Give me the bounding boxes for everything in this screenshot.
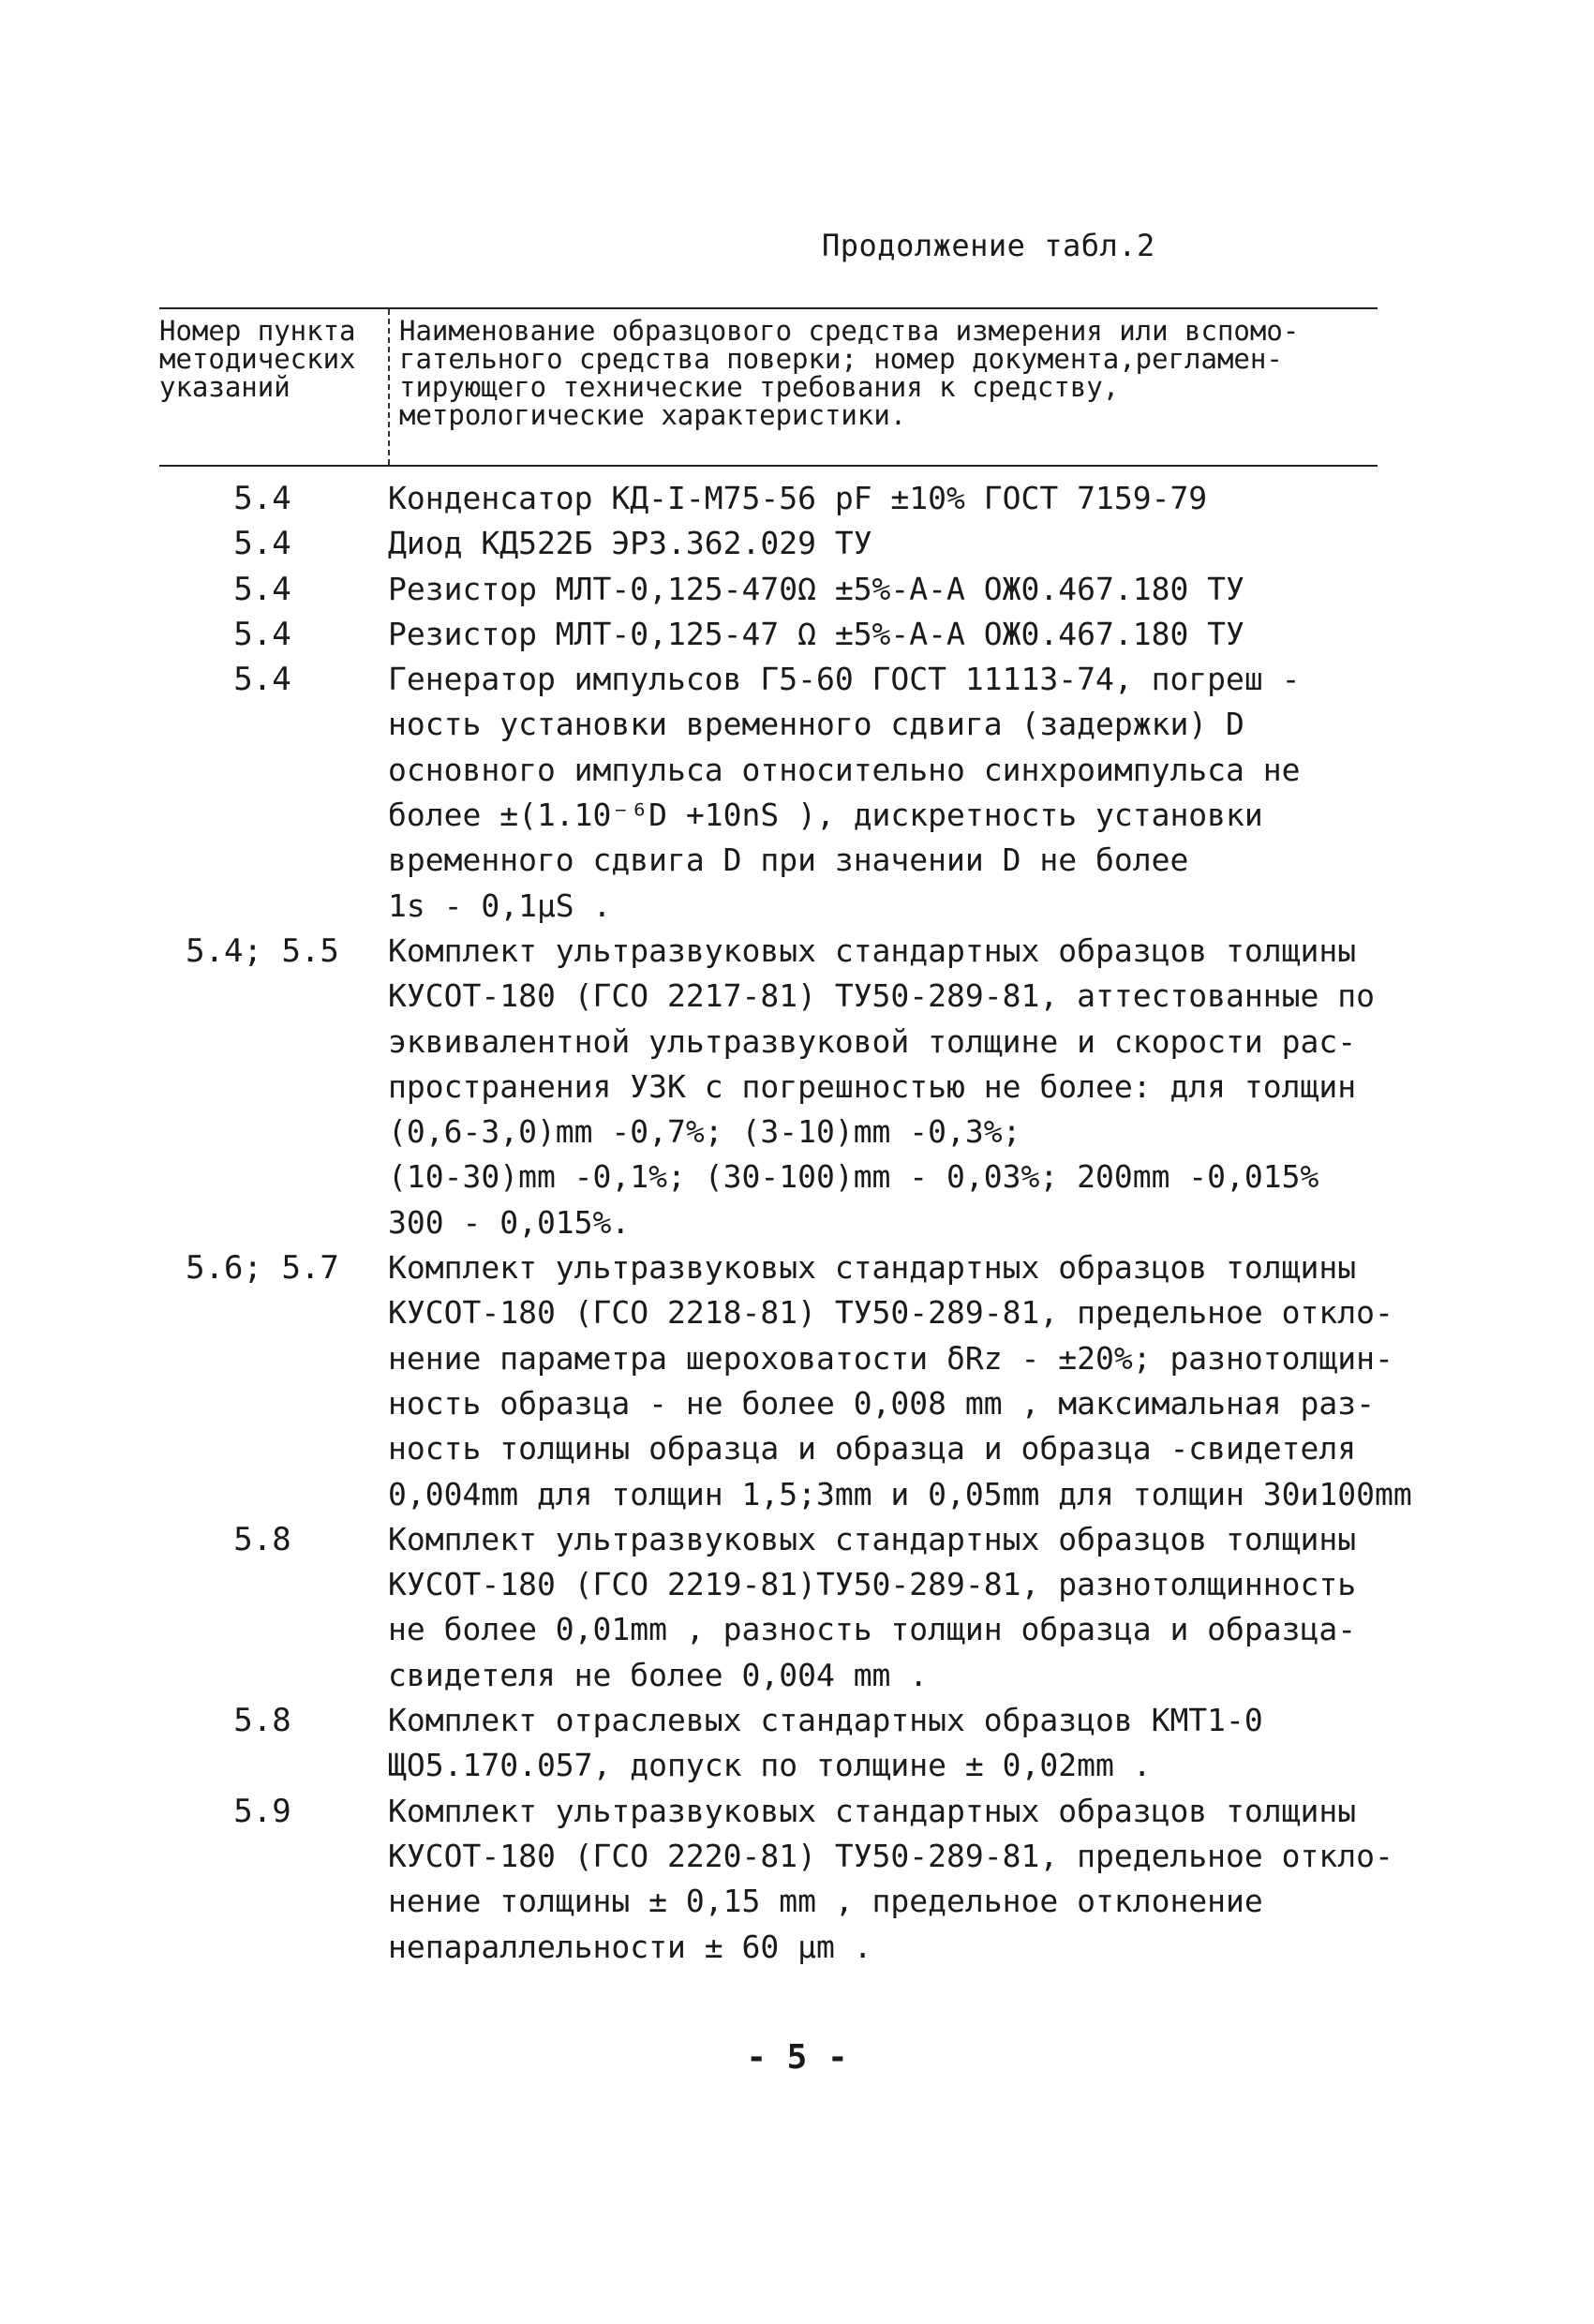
description-line: нение толщины ± 0,15 mm , предельное отклонение [388, 1883, 1263, 1920]
description-line: КУСОТ-180 (ГСО 2217-81) ТУ50-289-81, аттестованные по [388, 977, 1375, 1015]
description-line: пространения УЗК с погрешностью не более: для толщин [388, 1067, 1357, 1105]
description-line: основного импульса относительно синхроимпульса не [388, 751, 1301, 788]
description-line: Генератор импульсов Г5-60 ГОСТ 11113-74, погреш - [388, 661, 1301, 698]
table-row [141, 521, 1452, 566]
header-top-rule [159, 307, 1378, 309]
description-line: ность образца - не более 0,008 mm , максимальная раз- [388, 1384, 1375, 1422]
row-description [384, 657, 1438, 929]
description-line: Конденсатор КД-I-М75-56 pF ±10% ГОСТ 7159-79 [388, 480, 1208, 516]
description-line: (0,6-3,0)mm -0,7%; (3-10)mm -0,3%; [388, 1113, 1021, 1151]
table-row [141, 929, 1452, 1245]
table-row [141, 612, 1452, 657]
description-line: ность установки временного сдвига (задержки) D [388, 706, 1244, 743]
description-line: Резистор МЛТ-0,125-470Ω ±5%-А-А ОЖ0.467.180 ТУ [388, 570, 1244, 607]
row-item-number: 5.8 [233, 1702, 291, 1740]
row-description [384, 567, 1438, 612]
description-line: Комплект ультразвуковых стандартных образцов толщины [388, 931, 1357, 969]
table-row [141, 1517, 1452, 1698]
row-item-number: 5.4 [233, 570, 291, 608]
table-row [141, 1698, 1452, 1789]
description-line: Диод КД522Б ЭР3.362.029 ТУ [388, 525, 872, 562]
description-line: Резистор МЛТ-0,125-47 Ω ±5%-А-А ОЖ0.467.180 ТУ [388, 615, 1244, 652]
description-line: не более 0,01mm , разность толщин образца и образца- [388, 1611, 1357, 1648]
row-item-number: 5.4 [233, 480, 291, 517]
description-line: ЩО5.170.057, допуск по толщине ± 0,02mm . [388, 1747, 1152, 1784]
header-col1 [159, 317, 384, 401]
row-description [384, 1698, 1438, 1789]
description-line: непараллельности ± 60 μm . [388, 1928, 872, 1965]
header-col2 [399, 317, 1383, 429]
header-col2-line: метрологические характеристики. [399, 399, 907, 431]
table-body [141, 476, 1452, 1970]
table-row [141, 1245, 1452, 1517]
description-line: 0,004mm для толщин 1,5;3mm и 0,05mm для толщин 30и100mm [388, 1475, 1412, 1512]
table-row [141, 567, 1452, 612]
description-line: 1s - 0,1μS . [388, 886, 612, 924]
table-row [141, 1789, 1452, 1970]
row-description [384, 476, 1438, 521]
description-line: КУСОТ-180 (ГСО 2220-81) ТУ50-289-81, предельное откло- [388, 1837, 1393, 1874]
row-item-number: 5.4 [233, 661, 291, 699]
row-item-number: 5.4; 5.5 [186, 931, 339, 970]
description-line: временного сдвига D при значении D не более [388, 842, 1189, 879]
row-description [384, 1245, 1438, 1517]
description-line: эквивалентной ультразвуковой толщине и скорости рас- [388, 1022, 1357, 1060]
header-col1-line: методических [159, 343, 356, 375]
table-row [141, 657, 1452, 929]
header-col1-line: Номер пункта [159, 315, 356, 347]
table-row [141, 476, 1452, 521]
description-line: Комплект ультразвуковых стандартных образцов толщины [388, 1520, 1357, 1557]
header-col2-line: тирующего технические требования к средству, [399, 371, 1120, 403]
description-line: Комплект ультразвуковых стандартных образцов толщины [388, 1792, 1357, 1829]
description-line: КУСОТ-180 (ГСО 2218-81) ТУ50-289-81, предельное откло- [388, 1294, 1393, 1332]
description-line: свидетеля не более 0,004 mm . [388, 1656, 929, 1693]
description-line: нение параметра шероховатости δRz - ±20%; разнотолщин- [388, 1339, 1393, 1377]
row-item-number: 5.6; 5.7 [186, 1249, 339, 1288]
page-number: - 5 - [746, 2038, 848, 2077]
row-description [384, 1517, 1438, 1698]
row-item-number: 5.4 [233, 615, 291, 653]
header-column-separator [388, 309, 390, 465]
row-description [384, 1789, 1438, 1970]
description-line: более ±(1.10⁻⁶D +10nS ), дискретность установки [388, 797, 1263, 834]
row-description [384, 929, 1438, 1245]
description-line: Комплект отраслевых стандартных образцов КМТ1-0 [388, 1702, 1263, 1739]
description-line: (10-30)mm -0,1%; (30-100)mm - 0,03%; 200mm -0,015% [388, 1158, 1319, 1196]
row-item-number: 5.4 [233, 525, 291, 563]
description-line: 300 - 0,015%. [388, 1203, 631, 1241]
row-item-number: 5.9 [233, 1792, 291, 1830]
header-bottom-rule [159, 465, 1378, 467]
row-item-number: 5.8 [233, 1520, 291, 1558]
header-col1-line: указаний [159, 371, 290, 403]
description-line: КУСОТ-180 (ГСО 2219-81)ТУ50-289-81, разнотолщинность [388, 1566, 1357, 1603]
row-description [384, 521, 1438, 566]
table-caption: Продолжение табл.2 [822, 228, 1155, 263]
header-col2-line: гательного средства поверки; номер документа,регламен- [399, 343, 1283, 375]
description-line: ность толщины образца и образца и образца -свидетеля [388, 1430, 1357, 1467]
header-col2-line: Наименование образцового средства измерения или вспомо- [399, 315, 1300, 347]
row-description [384, 612, 1438, 657]
description-line: Комплект ультразвуковых стандартных образцов толщины [388, 1249, 1357, 1287]
